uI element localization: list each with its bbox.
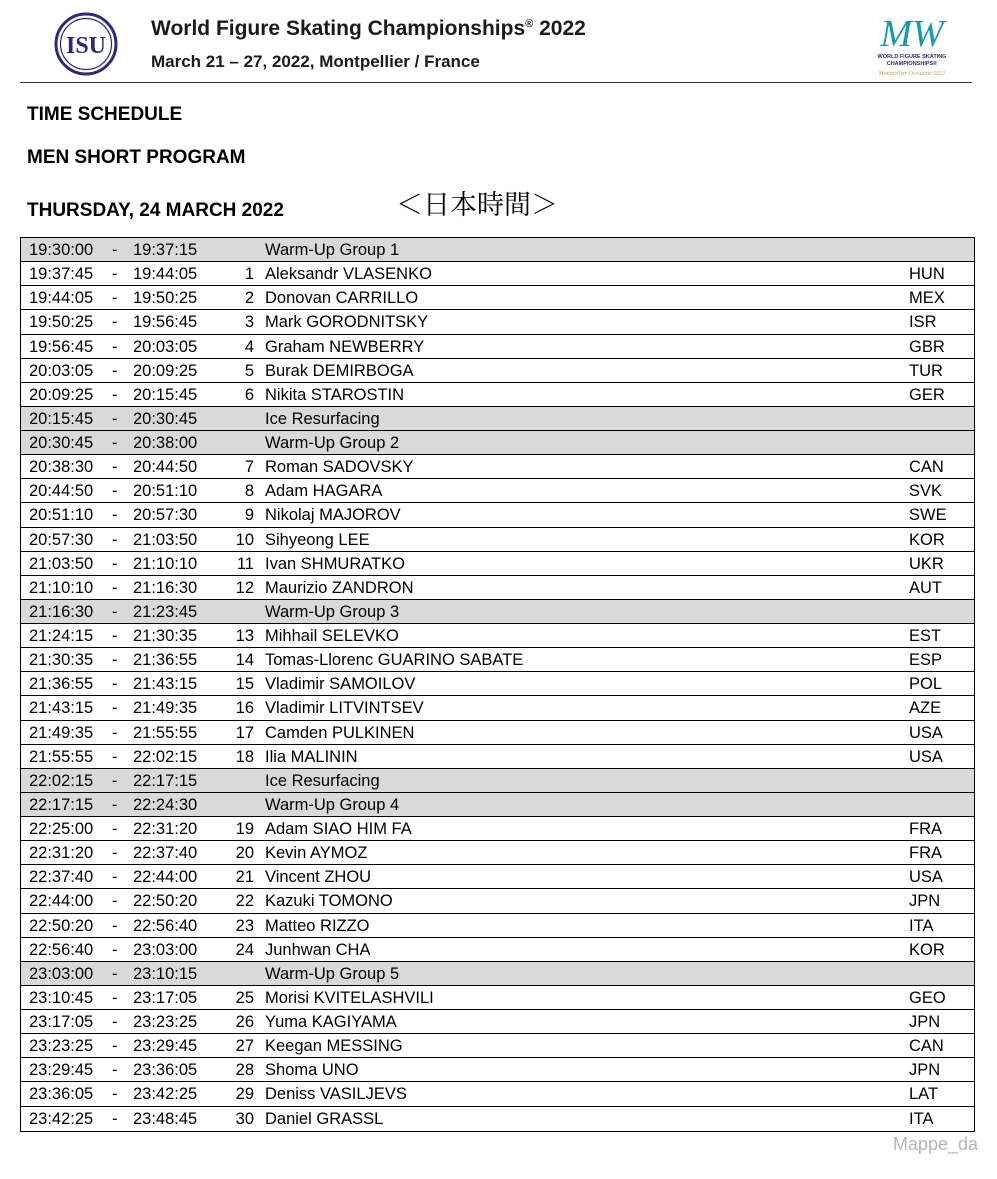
start-time: 19:50:25	[29, 313, 94, 332]
start-number: 16	[235, 699, 254, 718]
nation-code: EST	[909, 627, 942, 645]
end-time: 21:55:55	[133, 723, 198, 742]
mw-logo-line3: Montpellier Occitanie 2022	[878, 71, 946, 77]
skater-name: Junhwan CHA	[265, 940, 371, 959]
start-time: 21:03:50	[29, 554, 94, 573]
end-time: 19:50:25	[133, 289, 198, 308]
start-number: 11	[236, 554, 254, 573]
schedule-break-row	[21, 407, 974, 431]
nation-code: GBR	[909, 337, 945, 356]
start-time: 20:15:45	[29, 409, 94, 428]
time-separator: -	[112, 844, 118, 863]
skater-name: Shoma UNO	[265, 1061, 359, 1080]
end-time: 19:37:15	[133, 241, 198, 259]
skater-name: Camden PULKINEN	[265, 723, 415, 742]
time-separator: -	[112, 699, 118, 718]
nation-code: JPN	[909, 1061, 941, 1080]
schedule-break-row	[21, 962, 974, 986]
nation-code: LAT	[909, 1085, 939, 1104]
nation-code: USA	[909, 868, 943, 887]
table-row	[21, 310, 974, 334]
end-time: 20:03:05	[133, 337, 198, 356]
time-separator: -	[112, 506, 118, 525]
end-time: 21:03:50	[133, 530, 198, 549]
start-number: 26	[235, 1013, 254, 1031]
skater-name: Graham NEWBERRY	[265, 337, 425, 356]
start-number: 4	[244, 337, 254, 356]
skater-name: Sihyeong LEE	[265, 530, 370, 549]
start-number: 1	[244, 265, 254, 284]
start-number: 12	[235, 578, 254, 597]
time-separator: -	[112, 1085, 118, 1104]
skater-name: Nikita STAROSTIN	[265, 385, 405, 404]
document-header	[20, 0, 972, 83]
nation-code: JPN	[909, 892, 941, 911]
nation-code: ISR	[909, 313, 937, 332]
nation-code: SVK	[909, 482, 943, 501]
start-number: 14	[235, 651, 254, 670]
end-time: 19:44:05	[133, 265, 198, 284]
session-label: Ice Resurfacing	[265, 409, 380, 428]
table-row	[21, 383, 974, 407]
start-time: 23:36:05	[29, 1085, 94, 1104]
table-row	[21, 1034, 974, 1058]
time-separator: -	[112, 1013, 118, 1031]
time-separator: -	[112, 940, 118, 959]
end-time: 23:10:15	[133, 964, 198, 983]
time-separator: -	[112, 458, 118, 477]
end-time: 21:49:35	[133, 699, 198, 718]
nation-code: AZE	[909, 699, 942, 718]
skater-name: Vincent ZHOU	[265, 868, 372, 887]
start-time: 22:02:15	[29, 771, 94, 790]
isu-logo-text: ISU	[65, 33, 107, 59]
time-separator: -	[112, 675, 118, 694]
schedule-break-row	[21, 600, 974, 624]
table-row	[21, 262, 974, 286]
start-time: 21:49:35	[29, 723, 94, 742]
end-time: 21:10:10	[133, 554, 198, 573]
skater-name: Burak DEMIRBOGA	[265, 361, 414, 380]
start-number: 24	[235, 940, 254, 959]
start-number: 3	[244, 313, 254, 332]
start-time: 20:51:10	[29, 506, 94, 525]
start-number: 5	[244, 361, 254, 380]
time-separator: -	[112, 820, 118, 838]
skater-name: Mark GORODNITSKY	[265, 313, 429, 332]
nation-code: POL	[909, 675, 943, 694]
start-number: 30	[235, 1109, 254, 1128]
schedule-break-row	[21, 238, 974, 262]
table-row	[21, 865, 974, 889]
nation-code: FRA	[909, 844, 942, 863]
event-title: World Figure Skating Championships® 2022	[151, 17, 586, 40]
skater-name: Tomas-Llorenc GUARINO SABATE	[265, 651, 524, 670]
program-heading: MEN SHORT PROGRAM	[27, 147, 246, 168]
japan-time-note: ＜日本時間＞	[396, 190, 558, 221]
table-row	[21, 1010, 974, 1034]
skater-name: Adam SIAO HIM FA	[265, 820, 412, 838]
table-row	[21, 624, 974, 648]
start-time: 20:30:45	[29, 434, 94, 452]
start-time: 21:30:35	[29, 651, 94, 670]
nation-code: KOR	[909, 940, 945, 959]
end-time: 22:17:15	[133, 771, 198, 790]
table-row	[21, 745, 974, 769]
skater-name: Adam HAGARA	[265, 482, 383, 501]
end-time: 23:36:05	[133, 1061, 198, 1080]
time-separator: -	[112, 361, 118, 380]
nation-code: MEX	[909, 289, 945, 308]
nation-code: KOR	[909, 530, 945, 549]
start-number: 23	[235, 916, 254, 935]
time-separator: -	[112, 651, 118, 670]
skater-name: Yuma KAGIYAMA	[265, 1013, 397, 1031]
start-time: 22:37:40	[29, 868, 94, 887]
start-time: 23:17:05	[29, 1013, 94, 1031]
session-label: Ice Resurfacing	[265, 771, 380, 790]
time-separator: -	[112, 482, 118, 501]
start-number: 6	[244, 385, 254, 404]
nation-code: GEO	[909, 988, 946, 1007]
time-separator: -	[112, 578, 118, 597]
table-row	[21, 1058, 974, 1082]
end-time: 22:44:00	[133, 868, 198, 887]
time-separator: -	[112, 747, 118, 766]
end-time: 20:57:30	[133, 506, 198, 525]
nation-code: GER	[909, 385, 945, 404]
start-number: 2	[244, 289, 254, 308]
end-time: 20:15:45	[133, 385, 198, 404]
session-label: Warm-Up Group 5	[265, 964, 400, 983]
watermark: Mappe_da	[892, 1134, 978, 1154]
start-number: 27	[235, 1037, 254, 1056]
end-time: 22:37:40	[133, 844, 198, 863]
time-separator: -	[112, 602, 118, 621]
nation-code: USA	[909, 723, 943, 742]
skater-name: Kevin AYMOZ	[265, 844, 368, 863]
start-number: 25	[235, 988, 254, 1007]
skater-name: Daniel GRASSL	[265, 1109, 384, 1128]
table-row	[21, 672, 974, 696]
table-row	[21, 479, 974, 503]
nation-code: HUN	[909, 265, 945, 284]
start-number: 8	[244, 482, 254, 501]
skater-name: Donovan CARRILLO	[265, 289, 419, 308]
start-time: 21:24:15	[29, 627, 94, 645]
end-time: 19:56:45	[133, 313, 198, 332]
start-time: 19:44:05	[29, 289, 94, 308]
isu-logo	[54, 12, 118, 76]
nation-code: SWE	[909, 506, 947, 525]
end-time: 21:30:35	[133, 627, 198, 645]
time-separator: -	[112, 723, 118, 742]
time-separator: -	[112, 771, 118, 790]
nation-code: ESP	[909, 651, 943, 670]
table-row	[21, 1082, 974, 1106]
skater-name: Roman SADOVSKY	[265, 458, 414, 477]
end-time: 20:38:00	[133, 434, 198, 452]
skater-name: Morisi KVITELASHVILI	[265, 988, 434, 1007]
end-time: 23:29:45	[133, 1037, 198, 1056]
table-row	[21, 938, 974, 962]
time-separator: -	[112, 337, 118, 356]
start-number: 28	[235, 1061, 254, 1080]
start-time: 23:10:45	[29, 988, 94, 1007]
start-time: 23:03:00	[29, 964, 94, 983]
time-separator: -	[112, 265, 118, 284]
table-row	[21, 286, 974, 310]
schedule-break-row	[21, 793, 974, 817]
session-label: Warm-Up Group 4	[265, 795, 400, 814]
start-time: 21:43:15	[29, 699, 94, 718]
time-separator: -	[112, 795, 118, 814]
nation-code: FRA	[909, 820, 942, 838]
end-time: 20:44:50	[133, 458, 198, 477]
end-time: 22:31:20	[133, 820, 198, 838]
nation-code: USA	[909, 747, 943, 766]
table-row	[21, 528, 974, 552]
schedule-break-row	[21, 431, 974, 455]
skater-name: Mihhail SELEVKO	[265, 627, 399, 645]
end-time: 20:51:10	[133, 482, 198, 501]
table-row	[21, 455, 974, 479]
skater-name: Matteo RIZZO	[265, 916, 370, 935]
table-row	[21, 648, 974, 672]
time-separator: -	[112, 409, 118, 428]
start-time: 22:17:15	[29, 795, 94, 814]
skater-name: Nikolaj MAJOROV	[265, 506, 401, 525]
start-time: 22:56:40	[29, 940, 94, 959]
skater-name: Vladimir SAMOILOV	[265, 675, 416, 694]
time-separator: -	[112, 916, 118, 935]
event-subtitle: March 21 – 27, 2022, Montpellier / France	[151, 52, 480, 71]
start-time: 20:44:50	[29, 482, 94, 501]
table-row	[21, 696, 974, 720]
start-time: 22:50:20	[29, 916, 94, 935]
start-number: 10	[235, 530, 254, 549]
skater-name: Deniss VASILJEVS	[265, 1085, 407, 1104]
table-row	[21, 889, 974, 913]
table-row	[21, 986, 974, 1010]
mw-logo-letters: MW	[880, 13, 944, 55]
time-separator: -	[112, 988, 118, 1007]
end-time: 22:50:20	[133, 892, 198, 911]
end-time: 21:36:55	[133, 651, 198, 670]
end-time: 23:17:05	[133, 988, 198, 1007]
time-separator: -	[112, 1061, 118, 1080]
start-time: 20:09:25	[29, 385, 94, 404]
table-row	[21, 914, 974, 938]
start-number: 20	[235, 844, 254, 863]
end-time: 20:30:45	[133, 409, 198, 428]
table-row	[21, 841, 974, 865]
start-number: 17	[235, 723, 254, 742]
time-separator: -	[112, 627, 118, 645]
nation-code: ITA	[909, 916, 934, 935]
table-row	[21, 817, 974, 841]
skater-name: Kazuki TOMONO	[265, 892, 393, 911]
time-separator: -	[112, 434, 118, 452]
end-time: 22:56:40	[133, 916, 198, 935]
nation-code: CAN	[909, 1037, 944, 1056]
skater-name: Keegan MESSING	[265, 1037, 403, 1056]
end-time: 21:23:45	[133, 602, 198, 621]
start-time: 20:03:05	[29, 361, 94, 380]
nation-code: JPN	[909, 1013, 941, 1031]
start-time: 20:38:30	[29, 458, 94, 477]
start-time: 21:36:55	[29, 675, 94, 694]
time-separator: -	[112, 554, 118, 573]
skater-name: Ilia MALININ	[265, 747, 358, 766]
schedule-break-row	[21, 769, 974, 793]
start-number: 18	[235, 747, 254, 766]
start-time: 19:56:45	[29, 337, 94, 356]
end-time: 23:48:45	[133, 1109, 198, 1128]
start-number: 19	[235, 820, 254, 838]
time-separator: -	[112, 868, 118, 887]
start-number: 29	[235, 1085, 254, 1104]
start-time: 23:42:25	[29, 1109, 94, 1128]
start-number: 7	[244, 458, 254, 477]
time-separator: -	[112, 313, 118, 332]
nation-code: UKR	[909, 554, 944, 573]
skater-name: Aleksandr VLASENKO	[265, 265, 432, 284]
session-label: Warm-Up Group 3	[265, 602, 400, 621]
time-separator: -	[112, 530, 118, 549]
end-time: 22:02:15	[133, 747, 198, 766]
end-time: 23:23:25	[133, 1013, 198, 1031]
table-row	[21, 552, 974, 576]
session-label: Warm-Up Group 2	[265, 434, 400, 452]
worlds-2022-logo	[866, 8, 958, 82]
end-time: 23:42:25	[133, 1085, 198, 1104]
time-separator: -	[112, 1037, 118, 1056]
start-time: 23:29:45	[29, 1061, 94, 1080]
time-separator: -	[112, 241, 118, 259]
start-time: 22:44:00	[29, 892, 94, 911]
mw-logo-line1: WORLD FIGURE SKATING	[877, 54, 947, 60]
table-row	[21, 576, 974, 600]
nation-code: CAN	[909, 458, 944, 477]
schedule-table	[20, 237, 975, 1132]
start-number: 15	[235, 675, 254, 694]
time-separator: -	[112, 892, 118, 911]
time-separator: -	[112, 385, 118, 404]
nation-code: AUT	[909, 578, 942, 597]
end-time: 20:09:25	[133, 361, 198, 380]
table-row	[21, 1107, 974, 1131]
start-number: 21	[235, 868, 254, 887]
start-number: 22	[235, 892, 254, 911]
nation-code: ITA	[909, 1109, 934, 1128]
skater-name: Ivan SHMURATKO	[265, 554, 405, 573]
time-separator: -	[112, 964, 118, 983]
start-number: 9	[244, 506, 254, 525]
start-time: 19:37:45	[29, 265, 94, 284]
table-row	[21, 503, 974, 527]
time-schedule-heading: TIME SCHEDULE	[27, 104, 183, 125]
nation-code: TUR	[909, 361, 943, 380]
session-label: Warm-Up Group 1	[265, 241, 400, 259]
date-heading: THURSDAY, 24 MARCH 2022	[27, 200, 284, 221]
end-time: 21:16:30	[133, 578, 198, 597]
start-time: 23:23:25	[29, 1037, 94, 1056]
start-number: 13	[235, 627, 254, 645]
table-row	[21, 335, 974, 359]
time-separator: -	[112, 289, 118, 308]
start-time: 19:30:00	[29, 241, 94, 259]
skater-name: Maurizio ZANDRON	[265, 578, 414, 597]
table-row	[21, 721, 974, 745]
start-time: 20:57:30	[29, 530, 94, 549]
start-time: 21:55:55	[29, 747, 94, 766]
start-time: 22:31:20	[29, 844, 94, 863]
start-time: 22:25:00	[29, 820, 94, 838]
start-time: 21:16:30	[29, 602, 94, 621]
skater-name: Vladimir LITVINTSEV	[265, 699, 424, 718]
start-time: 21:10:10	[29, 578, 94, 597]
end-time: 22:24:30	[133, 795, 198, 814]
table-row	[21, 359, 974, 383]
time-separator: -	[112, 1109, 118, 1128]
mw-logo-line2: CHAMPIONSHIPS®	[886, 61, 938, 67]
end-time: 21:43:15	[133, 675, 198, 694]
end-time: 23:03:00	[133, 940, 198, 959]
